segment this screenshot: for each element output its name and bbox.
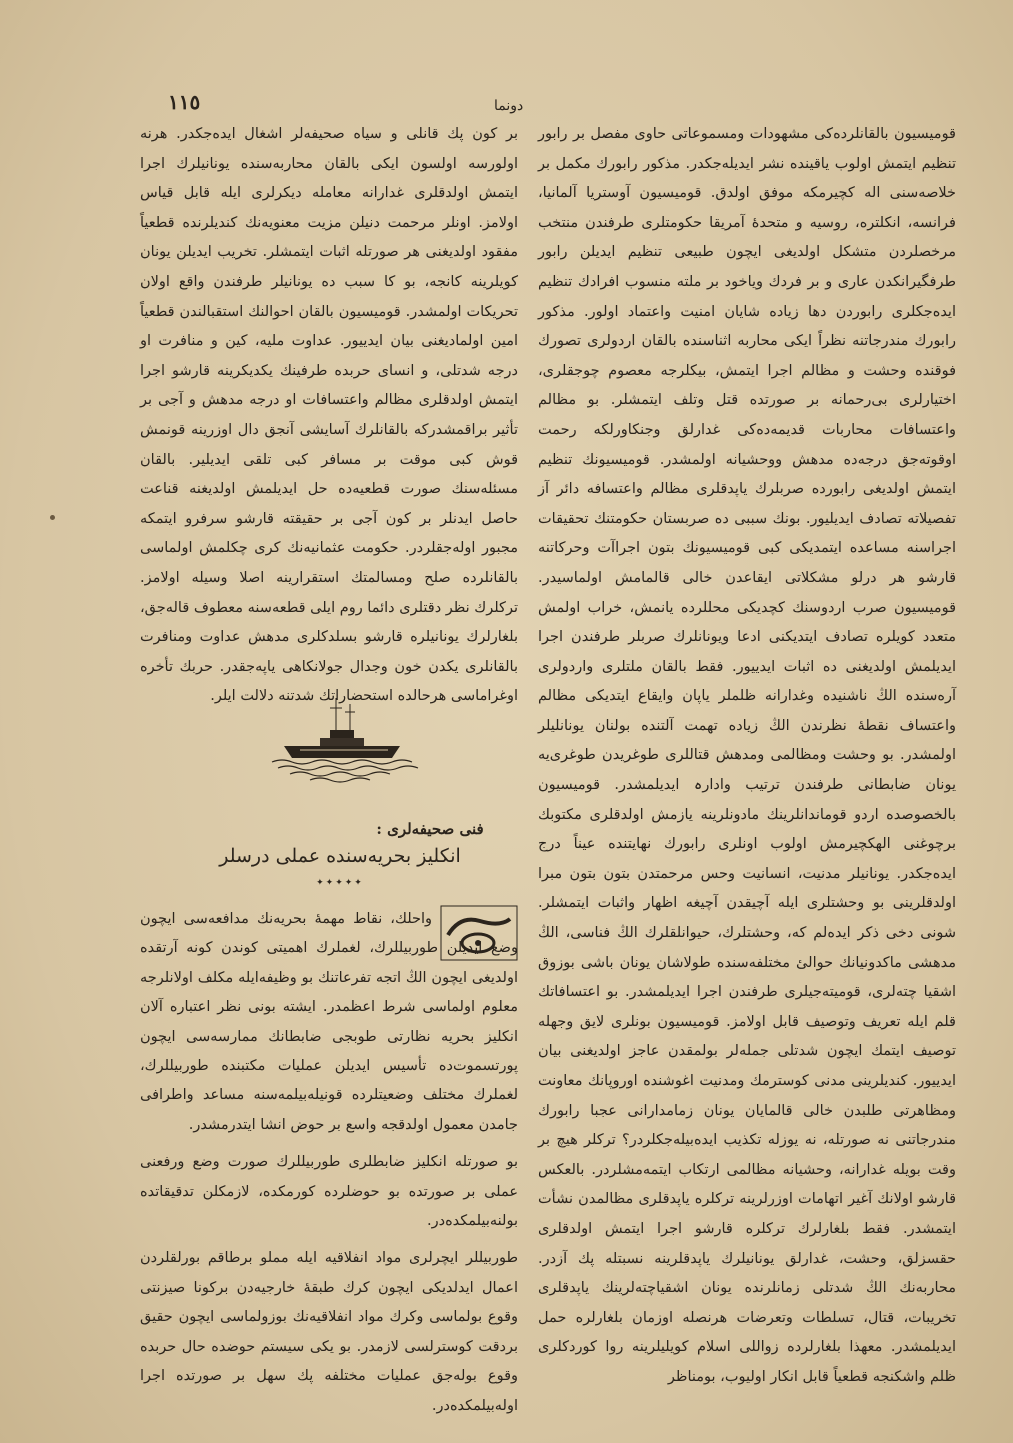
right-column-paragraph: قومیسیون بالقانلرده‌کی مشهودات ومسموعاتی حاوی مفصل بر رابور تنظیم ایتمش اولوب یاقینده نشر ایدیله‌جکدر. مذکور رابورك مکمل بر خلاصه‌سنی اله کچیرمکه موفق اولدق. قومیسیون آوستریا آلمانیا، فرانسه، انکلتره، روسیه و متحدهٔ آمریقا حکومتلری طرفندن منتخب مرخصلردن متشکل اولدیغی ایچون طبیعی تنظیم ایدیلن رابور طرفگیرانکدن عاری و بر فردك ویاخود بر ملته منسوب افرادك تنظیم ایده‌جکلری رابوردن دها زیاده شایان امنیت واعتماد اولور. مذکور رابورك مندرجاتنه نظراً ایکی محاربه اثناسنده بالقان اردولری تصورك فوقنده وحشت و مظالم اجرا ایتمش، بیکلرجه معصوم چوجقلری، اختیارلری بی‌رحمانه بر صورتده قتل وتلف ایتمشلر. بو مظالم واعتسافات محاربات قدیمه‌ده‌کی غدارلق وجنکاورلکه رحمت اوقوته‌جق درجه‌ده مدهش ووحشیانه اولمشدر. قومیسیونك تنظیم ایتمش اولدیغی رابورده صربلرك یاپدقلری مظالم واعتسافه دائر آز تفصیلاته تصادف ایدیلیور. بونك سببی ده صربستان حکومتنك تحقیقات اجراسنه مساعده ایتمدیکی کبی قومیسیونك بتون اجراآت وحرکاتنه قارشو هر درلو مشکلاتی ایقاعدن خالی قالمامش اولماسیدر. قومیسیون صرب اردوسنك کچدیکی محللرده یانمش، خراب اولمش متعدد کویلره تصادف ایتدیکنی ادعا ویونانلرك صربلر طرفندن اجرا ایدیلمش اولدیغنی ده اثبات ایدییور. فقط بالقان ملتلری واردولری آره‌سنده الڭ ناشنیده وغدارانه ظلملر یاپان وایقاع ایتدیکی مظالم واعتساف نقطهٔ نظرندن الڭ زیاده تهمت آلتنده بولنان یونانلیلر اولمشدر. بو وحشت ومظالمی ومدهش قتاللری طوغریدن طوغری‌یه یونان ضابطانی طرفندن ترتیب وادارہ ایدیلمشدر. قومیسیون بالخصوصده اردو قوماندانلرینك مادونلرینه یازمش اولدقلری مکتوبك برچوغنی الهکچیرمش اولوب اونلری رابورك نهایتنده عیناً درج ایده‌جکدر. یونانیلر مدنیت، انسانیت وحس مرحمتدن بتون بتون مبرا اولدقلرینی بو وحشتلری ایله آچیقدن آچیغه اظهار واثبات ایتمشلر. شونی دخی ذکر ایده‌لم که، وحشتلرك، حیوانلقلرك الڭ فناسی، الڭ مدهشی ماکدونیانك حوالیٔ مختلفه‌سنده طولاشان یونان باشی بوزوق اشقیا چته‌لری، قومیته‌جیلری طرفندن اجرا ایدیلمشدر. بو اعتسافاتك قلم ایله تعریف وتوصیف قابل اولامز. قومیسیون بونلری لایق وجهله توصیف ایتمك ایچون شدتلی جمله‌لر بولمقدن عاجز اولدیغنی بیان ایدییور. کندیلرینی مدنی کوسترمك ومدنیت اغوشنده اوروپانك معاونت ومظاهرتی طلبدن خالی قالمایان یونان زمامدارانی عجبا رابورك مندرجاتنی نه صورتله، نه یوزله تکذیب ایده‌بیله‌جکلردر؟ ترکلر هیچ بر وقت بویله غدارانه، وحشیانه مظالمی ارتکاب ایتمه‌مشلردر. بالعکس قارشو اولانك آغیر اتهامات اوزرلرینه ترکلره یاپدقلری مظالمدن نشأت ایتمشدر. فقط بلغارلرك ترکلره قارشو اجرا ایتمش اولدقلری حقسزلق، وحشت، غدارلق یونانیلرك یاپدقلرینه نسبتله پك آزدر. محاربه‌نك الڭ شدتلی زمانلرنده یونان اشقیاچته‌لرینك یاپدقلری تخریبات، قتال، تسلطات وتعرضات هرنصله اوزمان بلغارلره حمل ایدیلمشدر. معهذا بلغارلرده زواللی اسلام کویلیلرینه روا کوردکلری ظلم واشکنجه قطعیاً قابل انکار اولیوب، بومناظر [538, 126, 956, 1385]
right-text-column [538, 120, 956, 1393]
running-head: دونما [494, 98, 524, 114]
section-title: انکلیز بحریه‌سنده عملی درسلر [219, 845, 461, 867]
battleship-illustration [270, 690, 422, 790]
section-label: فنی صحیفه‌لری : [376, 820, 484, 838]
left-column-article [140, 905, 518, 1421]
left-column-paragraph: بر کون پك قانلی و سیاه صحیفه‌لر اشغال ایده‌جکدر. هرنه اولورسه اولسون ایکی بالقان محاربه‌سنده یونانیلرك اجرا ایتمش اولدقلری غدارانه معامله دیکرلری ایله قابل قیاس اولامز. اونلر مرحمت دنیلن مزیت معنویه‌نك کندیلرنده قطعیاً مفقود اولدیغنی هر صورتله اثبات ایتمشلر. تخریب ایدیلن یونان کویلرینه کانجه، بو کا سبب ده یونانیلر طرفندن واقع اولان تحریکات اولمشدر. قومیسیون بالقان احوالنك استقبالندن قطعیاً امین اولمادیغنی بیان ایدییور. عداوت ملیه، کین و منافرت او درجه شدتلی، و انسای حربده طرفینك یکدیکرینه قارشو اجرا ایتمش اولدقلری مظالم واعتسافات او درجه مدهش و آجی بر تأثیر براقمشدرکه بالقانلرك آسایشی آنجق دال اوزرینه قونمش قوش کبی موقت بر مسافر کبی تلقی ایدیلیر. بالقان مسئله‌سنك صورت قطعیه‌ده حل ایدیلمش اولدیغنه قناعت حاصل ایدنلر بر کون آجی بر حقیقته قارشو سرفرو ایتمکه مجبور اوله‌جقلردر. حکومت عثمانیه‌نك کری چکلمش اولماسی بالقانلرده صلح ومسالمتك استقرارینه اصلا وسیله اولامز. ترکلرك نظر دقتلری دائما روم ایلی قطعه‌سنه معطوف قاله‌جق، بلغارلرك یونانیلره قارشو بسلدکلری مدهش عداوت ومنافرت بالقانلری یکدن خون وجدال جولانکاهی یاپه‌جقدر. حربك تأخره اوغراماسی هرحالده استحضاراتك شدتنه دلالت ایلر. [139, 126, 518, 705]
article-paragraph: واحلك، نقاط مهمهٔ بحریه‌نك مدافعه‌سی ایچون وضع ایدیلن طوربیللرك، لغملرك اهمیتی کوندن کونه آرتقده اولدیغی ایچون الڭ اتجه تفرعاتنك بو وظیفه‌ایله مکلف اولانلرجه معلوم اولماسی شرط اعظمدر. ایشته بونی نظر اعتباره آلان انکلیز بحریه نظارتی طوبجی ضابطانك ممارسه‌سی ایچون پورتسموت‌ده تأسیس ایدیلن عملیات مکتبنده طوربیللرك، لغملرك مختلف وضعیتلرده قونیله‌بیلمه‌سنه مساعد واطرافی جامدن معمول اولدقجه واسع بر حوض انشا ایتدرمشدر. [140, 911, 518, 1133]
title-ornament: ✦✦✦✦✦ [316, 878, 364, 888]
article-paragraph: بو صورتله انکلیز ضابطلری طوربیللرك صورت وضع ورفعنی عملی بر صورتده بو حوضلرده کورمکده، لازمکلن تدقیقاتده بولنه‌بیلمکده‌در. [140, 1154, 518, 1230]
article-paragraph: طوربیللر ایچرلری مواد انفلاقیه ایله مملو برطاقم بورلقلردن اعمال ایدلدیکی ایچون کرك طبقهٔ خارجیه‌دن برکونا صیزنتی وقوع بولماسی وکرك مواد انفلاقیه‌نك بوزولماسی ایچون حقیق بردقت کوسترلسی لازمدر. بو یکی سیستم حوضده حال حربده وقوع بوله‌جق عملیات مختلفه پك سهل بر صورتده اجرا اوله‌بیلمکده‌در. [140, 1250, 518, 1414]
margin-mark [50, 515, 55, 520]
left-text-column [139, 120, 518, 705]
page-number: ١١٥ [168, 90, 201, 114]
